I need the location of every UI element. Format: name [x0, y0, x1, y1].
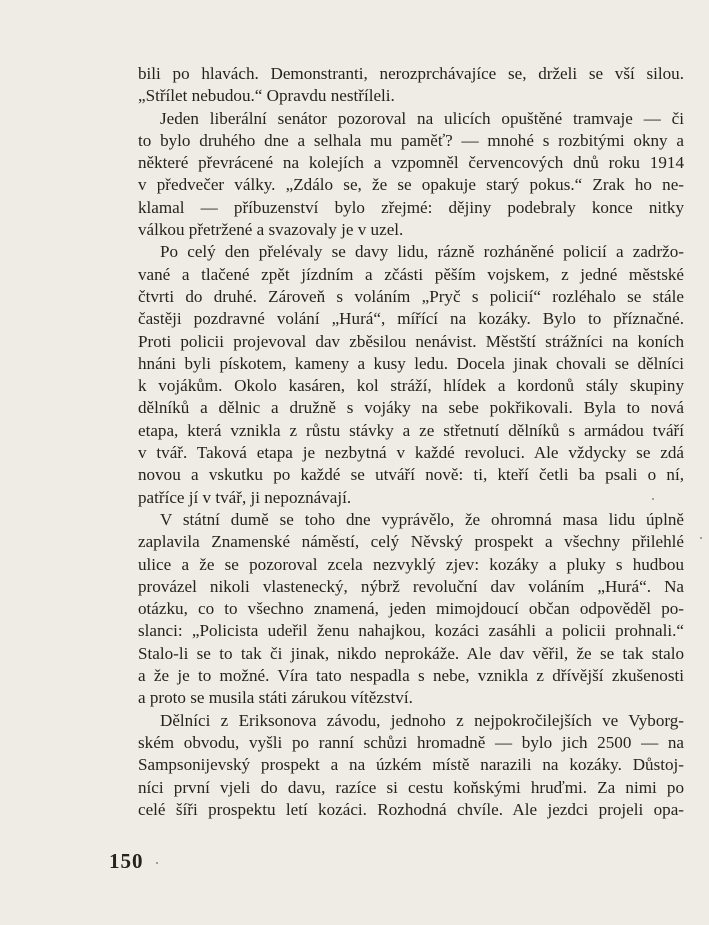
text-line: bili po hlavách. Demonstranti, nerozprchávajíce se, drželi se vší silou. — [138, 64, 684, 83]
text-line: vané a tlačené zpět jízdním a zčásti pěším vojskem, z jedné městské — [138, 264, 684, 284]
text-line: ulice a že se pozoroval zcela nezvyklý zjev: kozáky a pluky s hudbou — [138, 554, 684, 574]
text-line: etapa, která vznikla z růstu stávky a ze střetnutí dělníků s armádou tváří — [138, 420, 684, 440]
text-line: Jeden liberální senátor pozoroval na ulicích opuštěné tramvaje — či — [160, 108, 684, 128]
paper-speck — [652, 498, 654, 500]
text-line: otázku, co to všechno znamená, jeden mimojdoucí občan odpověděl po- — [138, 599, 684, 619]
text-line: patříce jí v tvář, ji nepoznávají. — [138, 487, 352, 507]
page-number: 150 — [109, 849, 144, 873]
body-text — [138, 63, 684, 821]
text-line: zaplavila Znamenské náměstí, celý Něvský prospekt a všechny přilehlé — [138, 532, 684, 552]
text-line: novou a vskutku po každé se utváří nově: ti, kteří četli ba psali o ní, — [138, 465, 684, 485]
text-line: Proti policii projevoval dav zběsilou nenávist. Městští strážníci na koních — [138, 331, 684, 351]
text-line: V státní dumě se toho dne vyprávělo, že ohromná masa lidu úplně — [160, 509, 684, 529]
text-line: ském obvodu, vyšli po ranní schůzi hromadně — bylo jich 2500 — na — [138, 732, 684, 752]
text-line: a že je to možné. Víra tato nespadla s nebe, vznikla z dřívější zkušenosti — [138, 666, 684, 686]
text-line: některé převrácené na kolejích a vzpomněl červencových dnů roku 1914 — [138, 153, 684, 173]
text-line: častěji pozdravné volání „Hurá“, mířící na kozáky. Bylo to příznačné. — [138, 309, 684, 329]
text-line: „Střílet nebudou.“ Opravdu nestříleli. — [138, 86, 395, 106]
paper-speck — [156, 862, 158, 864]
text-line: níci první vjeli do davu, razíce si cestu koňskými hruďmi. Za nimi po — [138, 777, 684, 797]
text-line: Sampsonijevský prospekt a na úzkém místě narazili na kozáky. Důstoj- — [138, 755, 684, 775]
text-line: v předvečer války. „Zdálo se, že se opakuje starý pokus.“ Zrak ho ne- — [138, 175, 684, 195]
text-line: dělníků a dělnic a družně s vojáky na sebe pokřikovali. Byla to nová — [138, 398, 684, 418]
text-line: hnáni byli pískotem, kameny a kusy ledu. Docela jinak chovali se dělníci — [138, 353, 684, 373]
text-line: provázel nikoli vlastenecký, nýbrž revoluční dav voláním „Hurá“. Na — [138, 576, 684, 596]
text-line: celé šíři prospektu letí kozáci. Rozhodná chvíle. Ale jezdci projeli opa- — [138, 799, 684, 819]
text-line: Po celý den přelévaly se davy lidu, rázně rozháněné policií a zadržo- — [160, 242, 684, 262]
text-line: a proto se musila státi zárukou vítězství. — [138, 688, 413, 708]
text-line: to bylo druhého dne a selhala mu paměť? — mnohé s rozbitými okny a — [138, 130, 684, 150]
paper-speck — [700, 537, 702, 539]
text-line: k vojákům. Okolo kasáren, kol stráží, hlídek a kordonů stály skupiny — [138, 376, 684, 396]
text-line: Stalo-li se to tak či jinak, nikdo neprokáže. Ale dav věřil, že se tak stalo — [138, 643, 684, 663]
text-line: klamal — příbuzenství bylo zřejmé: dějiny podebraly konce nitky — [138, 197, 684, 217]
text-line: slanci: „Policista udeřil ženu nahajkou, kozáci zasáhli a policii prohnali.“ — [138, 621, 684, 641]
text-line: v tvář. Taková etapa je nezbytná v každé revoluci. Ale vždycky se zdá — [138, 443, 684, 463]
text-line: válkou přetržené a svazovaly je v uzel. — [138, 220, 404, 240]
text-line: čtvrti do druhé. Zároveň s voláním „Pryč s policií“ rozléhalo se stále — [138, 286, 684, 306]
text-line: Dělníci z Eriksonova závodu, jednoho z nejpokročilejších ve Vyborg- — [160, 710, 684, 730]
